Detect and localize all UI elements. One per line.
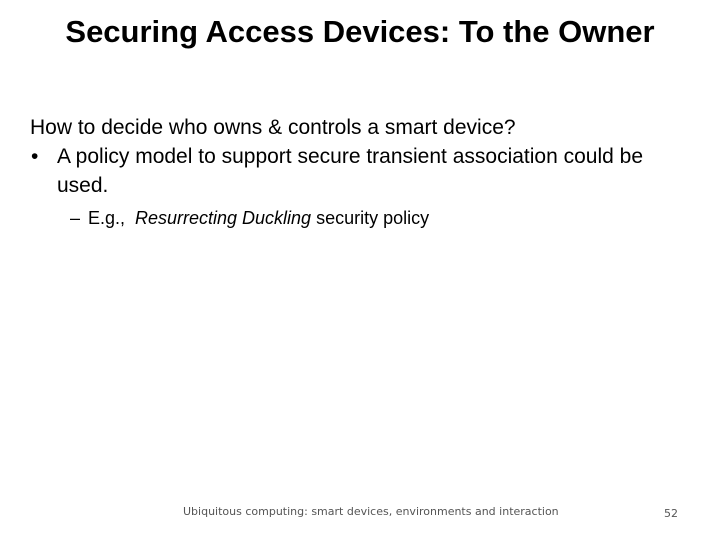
slide-title: Securing Access Devices: To the Owner	[65, 14, 655, 49]
slide-number: 52	[664, 507, 678, 520]
sub-bullet-suffix: security policy	[316, 208, 430, 228]
sub-bullet-emphasis: Resurrecting Duckling	[135, 208, 312, 228]
bullet-marker: •	[31, 145, 39, 168]
intro-text: How to decide who owns & controls a smart device?	[30, 116, 516, 139]
bullet-text: A policy model to support secure transient association could be used.	[57, 145, 644, 197]
sub-bullet-item	[30, 206, 690, 230]
sub-bullet-marker: –	[70, 208, 81, 228]
sub-bullet-text	[135, 208, 429, 228]
slide-body	[30, 113, 690, 230]
slide-footer	[0, 505, 720, 521]
sub-bullet-prefix: E.g.,	[88, 208, 126, 228]
bullet-item	[30, 142, 690, 200]
footer-text: Ubiquitous computing: smart devices, environments and interaction	[183, 505, 559, 518]
